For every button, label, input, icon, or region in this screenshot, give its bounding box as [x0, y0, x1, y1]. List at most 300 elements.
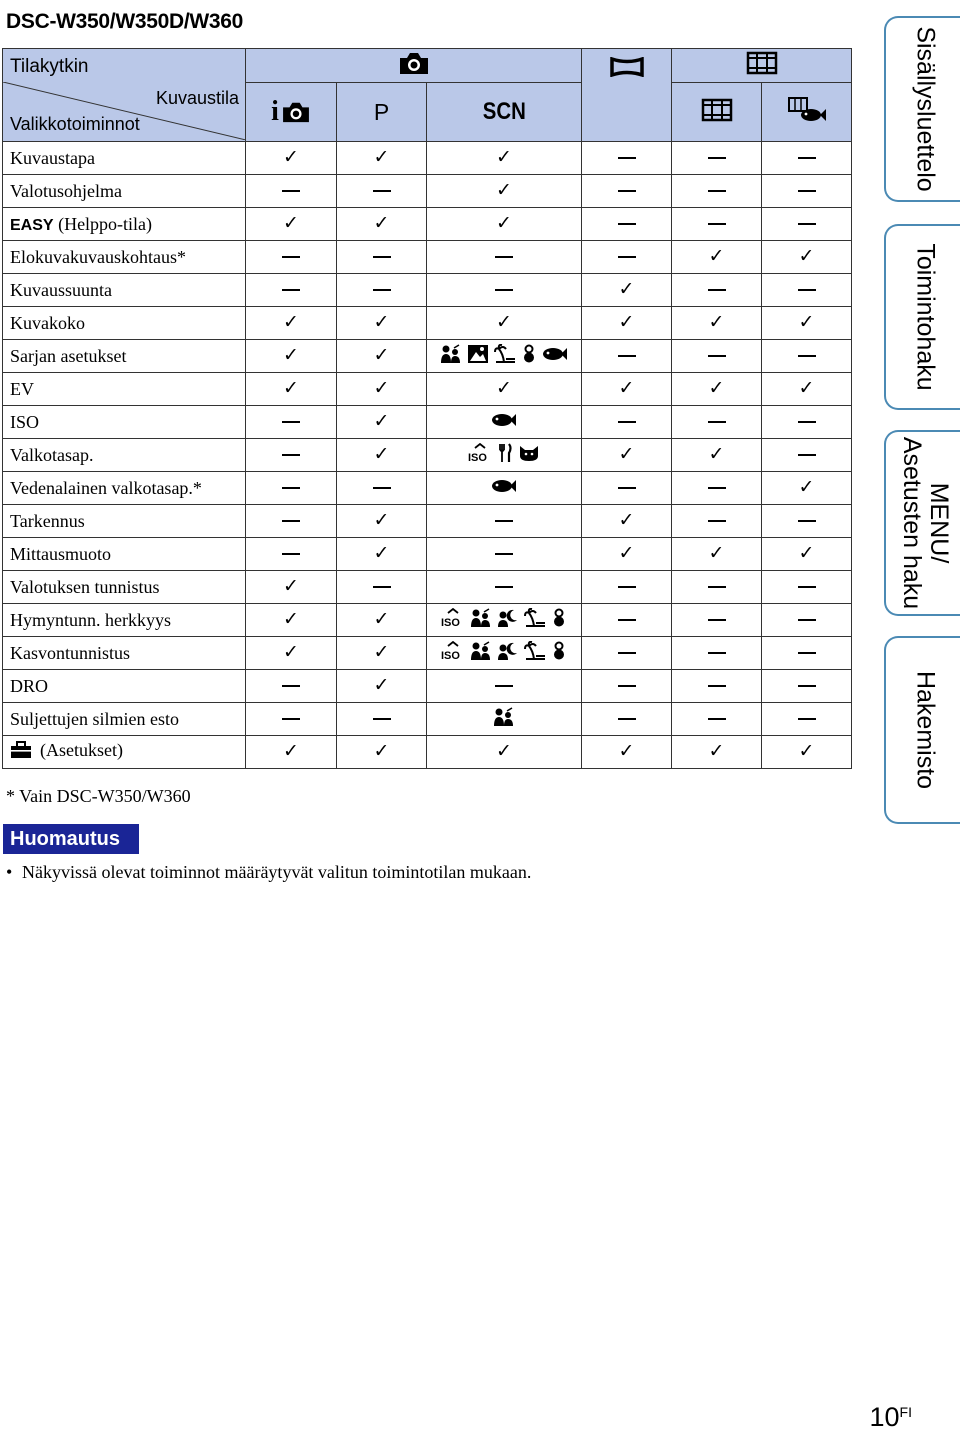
row-label-text: EV — [10, 378, 34, 399]
table-row — [3, 439, 852, 472]
dash-icon — [282, 553, 300, 555]
dash-cell — [246, 670, 337, 703]
toolbox-icon — [10, 741, 32, 764]
dash-cell — [337, 241, 427, 274]
dash-icon — [618, 685, 636, 687]
check-cell — [672, 538, 762, 571]
dash-icon — [798, 520, 816, 522]
dash-icon — [495, 520, 513, 522]
table-row — [3, 637, 852, 670]
dash-cell — [246, 274, 337, 307]
check-cell — [427, 307, 582, 340]
dash-icon — [798, 421, 816, 423]
dash-cell — [672, 637, 762, 670]
dash-cell — [582, 208, 672, 241]
tab-label: Toimintohaku — [911, 243, 940, 391]
check-icon: ✓ — [618, 542, 635, 564]
landscape-icon — [467, 344, 489, 364]
dash-cell — [337, 175, 427, 208]
check-cell — [582, 505, 672, 538]
row-label-text: ISO — [10, 411, 40, 432]
row-label — [3, 538, 246, 571]
intelligent-i-label: i — [271, 96, 279, 127]
check-icon: ✓ — [618, 311, 635, 333]
row-label-text: Suljettujen silmien esto — [10, 708, 179, 729]
check-icon: ✓ — [373, 377, 390, 399]
check-icon: ✓ — [798, 245, 815, 267]
dash-cell — [337, 703, 427, 736]
row-label — [3, 208, 246, 241]
row-label-text: Kuvakoko — [10, 312, 85, 333]
dash-icon — [495, 289, 513, 291]
check-icon: ✓ — [373, 641, 390, 663]
dash-icon — [495, 256, 513, 258]
dash-cell — [246, 439, 337, 472]
dash-cell — [672, 571, 762, 604]
dash-icon — [618, 223, 636, 225]
check-icon: ✓ — [373, 608, 390, 630]
check-icon: ✓ — [496, 212, 512, 234]
check-icon: ✓ — [798, 542, 815, 564]
check-cell — [246, 736, 337, 769]
check-cell — [672, 373, 762, 406]
svg-text:ISO: ISO — [441, 616, 460, 628]
portrait-icon — [440, 344, 462, 364]
tab-label-line1: MENU/ — [925, 482, 953, 564]
check-icon: ✓ — [708, 443, 725, 465]
snow-icon — [551, 608, 567, 628]
dash-icon — [373, 718, 391, 720]
check-cell — [427, 736, 582, 769]
dash-cell — [246, 538, 337, 571]
row-label-text: Valotusohjelma — [10, 180, 122, 201]
table-corner-header — [3, 49, 246, 142]
tab-menu-settings-search[interactable] — [884, 430, 960, 616]
dash-icon — [282, 520, 300, 522]
scene-icons-cell — [427, 439, 582, 472]
dash-icon — [373, 256, 391, 258]
scene-icons-cell — [427, 340, 582, 373]
check-cell — [337, 307, 427, 340]
check-icon: ✓ — [708, 245, 725, 267]
beach-icon — [524, 608, 546, 628]
beach-icon — [524, 641, 546, 661]
dash-icon — [618, 421, 636, 423]
bullet: • — [6, 862, 13, 882]
tab-label: Sisällysluettelo — [911, 26, 940, 192]
beach-icon — [494, 344, 516, 364]
check-icon: ✓ — [283, 575, 299, 597]
row-label — [3, 505, 246, 538]
check-cell — [762, 373, 852, 406]
table-row — [3, 703, 852, 736]
check-icon: ✓ — [496, 311, 512, 333]
table-row — [3, 142, 852, 175]
check-icon: ✓ — [496, 146, 512, 168]
check-cell — [337, 406, 427, 439]
row-label-text: Elokuvakuvauskohtaus* — [10, 246, 186, 267]
row-label-text: Valotuksen tunnistus — [10, 576, 160, 597]
dash-cell — [762, 175, 852, 208]
dash-icon — [798, 619, 816, 621]
pet-icon — [518, 444, 540, 462]
dash-icon — [708, 652, 726, 654]
high-sensitivity-icon — [441, 608, 465, 628]
tab-operation-search[interactable] — [884, 224, 960, 410]
dash-cell — [427, 571, 582, 604]
portrait-icon — [470, 641, 492, 661]
dash-icon — [282, 685, 300, 687]
gourmet-icon — [497, 443, 513, 463]
check-cell — [762, 736, 852, 769]
dash-cell — [672, 604, 762, 637]
dash-icon — [495, 685, 513, 687]
scene-header — [427, 83, 582, 142]
check-icon: ✓ — [618, 377, 635, 399]
check-icon: ✓ — [496, 377, 512, 399]
check-icon: ✓ — [618, 509, 635, 531]
check-icon: ✓ — [708, 377, 725, 399]
check-cell — [246, 340, 337, 373]
check-cell — [582, 736, 672, 769]
dash-cell — [762, 274, 852, 307]
scene-icons-cell — [427, 703, 582, 736]
dash-cell — [427, 274, 582, 307]
check-icon: ✓ — [283, 740, 299, 762]
dash-icon — [618, 586, 636, 588]
dash-cell — [582, 472, 672, 505]
note-text: Näkyvissä olevat toiminnot määräytyvät valitun toimintotilan mukaan. — [22, 862, 532, 882]
camera-icon — [398, 50, 430, 76]
row-label — [3, 241, 246, 274]
dash-cell — [672, 142, 762, 175]
tab-label-line2: Asetusten haku — [898, 436, 926, 610]
check-icon: ✓ — [373, 674, 390, 696]
page-number-value: 10 — [869, 1402, 900, 1432]
dash-cell — [582, 670, 672, 703]
dash-icon — [798, 685, 816, 687]
dash-cell — [762, 340, 852, 373]
check-cell — [337, 670, 427, 703]
scene-icons-cell — [427, 472, 582, 505]
check-icon: ✓ — [373, 740, 390, 762]
check-cell — [427, 208, 582, 241]
check-cell — [337, 208, 427, 241]
dash-cell — [672, 703, 762, 736]
check-cell — [582, 439, 672, 472]
check-icon: ✓ — [283, 344, 299, 366]
dash-icon — [373, 487, 391, 489]
dash-icon — [282, 487, 300, 489]
check-icon: ✓ — [496, 740, 512, 762]
dash-cell — [582, 637, 672, 670]
dash-cell — [672, 175, 762, 208]
check-icon: ✓ — [496, 179, 512, 201]
scene-icons-cell — [427, 604, 582, 637]
dash-cell — [246, 241, 337, 274]
dash-cell — [582, 703, 672, 736]
mode-switch-label: Tilakytkin — [10, 56, 89, 77]
dash-icon — [618, 190, 636, 192]
check-cell — [762, 472, 852, 505]
dash-icon — [618, 355, 636, 357]
row-label-text: Kuvaustapa — [10, 147, 95, 168]
dash-icon — [708, 421, 726, 423]
check-icon: ✓ — [373, 443, 390, 465]
row-label — [3, 340, 246, 373]
check-cell — [427, 175, 582, 208]
dash-cell — [762, 571, 852, 604]
sweep-panorama-icon — [610, 57, 644, 77]
scene-icons-cell — [427, 637, 582, 670]
dash-cell — [427, 538, 582, 571]
dash-cell — [337, 571, 427, 604]
tab-label — [898, 437, 952, 609]
dash-cell — [246, 175, 337, 208]
row-label-text: Tarkennus — [10, 510, 85, 531]
dash-icon — [282, 421, 300, 423]
dash-icon — [798, 289, 816, 291]
check-icon: ✓ — [283, 608, 299, 630]
check-icon: ✓ — [798, 377, 815, 399]
dash-icon — [798, 718, 816, 720]
row-label — [3, 175, 246, 208]
note-item — [6, 862, 531, 883]
check-cell — [337, 439, 427, 472]
check-cell — [337, 373, 427, 406]
dash-cell — [762, 703, 852, 736]
check-cell — [672, 736, 762, 769]
check-icon: ✓ — [373, 311, 390, 333]
dash-icon — [618, 718, 636, 720]
dash-cell — [582, 604, 672, 637]
dash-icon — [618, 619, 636, 621]
check-cell — [672, 307, 762, 340]
dash-icon — [373, 586, 391, 588]
dash-icon — [282, 454, 300, 456]
twilight-portrait-icon — [497, 641, 519, 661]
dash-icon — [618, 487, 636, 489]
dash-icon — [798, 454, 816, 456]
dash-cell — [672, 208, 762, 241]
dash-cell — [672, 406, 762, 439]
check-icon: ✓ — [798, 476, 815, 498]
program-auto-header: P — [337, 83, 427, 142]
row-label-text: Valkotasap. — [10, 444, 94, 465]
dash-cell — [672, 340, 762, 373]
dash-icon — [495, 553, 513, 555]
dash-cell — [246, 406, 337, 439]
dash-cell — [762, 637, 852, 670]
check-cell — [337, 538, 427, 571]
dash-cell — [582, 241, 672, 274]
table-row — [3, 538, 852, 571]
dash-cell — [762, 406, 852, 439]
dash-cell — [246, 505, 337, 538]
table-row — [3, 175, 852, 208]
row-label — [3, 274, 246, 307]
check-cell — [337, 637, 427, 670]
check-cell — [762, 307, 852, 340]
row-label-text: Vedenalainen valkotasap.* — [10, 477, 202, 498]
dash-cell — [672, 472, 762, 505]
check-icon: ✓ — [708, 311, 725, 333]
dash-cell — [762, 142, 852, 175]
dash-cell — [672, 670, 762, 703]
row-label-text: (Asetukset) — [40, 740, 123, 760]
underwater-movie-header — [762, 83, 852, 142]
movie-icon — [701, 97, 733, 123]
check-cell — [582, 538, 672, 571]
dash-cell — [582, 571, 672, 604]
check-icon: ✓ — [373, 542, 390, 564]
dash-icon — [282, 256, 300, 258]
row-label — [3, 406, 246, 439]
check-icon: ✓ — [283, 212, 299, 234]
page-title: DSC-W350/W350D/W360 — [6, 10, 244, 33]
dash-icon — [708, 487, 726, 489]
dash-icon — [708, 685, 726, 687]
shooting-mode-label: Kuvaustila — [155, 88, 239, 108]
check-cell — [762, 538, 852, 571]
row-label — [3, 307, 246, 340]
twilight-portrait-icon — [497, 608, 519, 628]
snow-icon — [521, 344, 537, 364]
dash-cell — [582, 340, 672, 373]
check-cell — [582, 373, 672, 406]
table-row — [3, 670, 852, 703]
check-icon: ✓ — [798, 311, 815, 333]
check-cell — [337, 505, 427, 538]
check-icon: ✓ — [373, 509, 390, 531]
dash-icon — [373, 190, 391, 192]
page-number — [870, 1402, 913, 1433]
table-row — [3, 340, 852, 373]
high-sensitivity-icon — [468, 443, 492, 463]
check-cell — [246, 571, 337, 604]
row-label — [3, 373, 246, 406]
table-row — [3, 736, 852, 769]
dash-icon — [282, 718, 300, 720]
row-label-text: Kasvontunnistus — [10, 642, 131, 663]
row-label-text: Hymyntunn. herkkyys — [10, 609, 171, 630]
dash-icon — [798, 190, 816, 192]
high-sensitivity-icon — [441, 641, 465, 661]
dash-cell — [427, 670, 582, 703]
still-camera-header — [246, 49, 582, 83]
row-label — [3, 472, 246, 505]
dash-icon — [282, 190, 300, 192]
row-label — [3, 604, 246, 637]
svg-text:ISO: ISO — [441, 649, 460, 661]
check-cell — [672, 439, 762, 472]
dash-icon — [708, 718, 726, 720]
dash-cell — [337, 472, 427, 505]
scene-label: SCN — [482, 98, 526, 125]
check-icon: ✓ — [373, 212, 390, 234]
check-cell — [246, 604, 337, 637]
dash-icon — [798, 223, 816, 225]
dash-cell — [427, 505, 582, 538]
dash-cell — [762, 439, 852, 472]
tab-table-of-contents[interactable] — [884, 16, 960, 202]
underwater-icon — [542, 346, 568, 362]
table-row — [3, 241, 852, 274]
dash-cell — [762, 604, 852, 637]
table-row — [3, 571, 852, 604]
dash-cell — [762, 505, 852, 538]
easy-mode-label: EASY — [10, 216, 54, 234]
check-icon: ✓ — [283, 146, 299, 168]
intelligent-auto-header — [246, 83, 337, 142]
menu-items-label: Valikkotoiminnot — [10, 114, 140, 134]
dash-icon — [708, 223, 726, 225]
row-label — [3, 670, 246, 703]
check-icon: ✓ — [283, 377, 299, 399]
tab-index[interactable] — [884, 636, 960, 824]
dash-cell — [762, 208, 852, 241]
portrait-icon — [470, 608, 492, 628]
svg-text:ISO: ISO — [468, 451, 487, 463]
row-label-text: Sarjan asetukset — [10, 345, 127, 366]
check-cell — [337, 340, 427, 373]
row-label-text: (Helppo-tila) — [58, 213, 153, 234]
snow-icon — [551, 641, 567, 661]
check-cell — [427, 373, 582, 406]
row-label — [3, 571, 246, 604]
dash-cell — [582, 406, 672, 439]
camera-icon — [281, 100, 311, 124]
table-row — [3, 604, 852, 637]
check-cell — [582, 274, 672, 307]
check-icon: ✓ — [798, 740, 815, 762]
dash-cell — [582, 142, 672, 175]
check-cell — [762, 241, 852, 274]
row-label-text: Kuvaussuunta — [10, 279, 112, 300]
dash-icon — [618, 652, 636, 654]
dash-icon — [708, 619, 726, 621]
scene-icons-cell — [427, 406, 582, 439]
dash-icon — [708, 190, 726, 192]
dash-cell — [427, 241, 582, 274]
dash-icon — [798, 586, 816, 588]
movie-header — [672, 49, 852, 83]
portrait-icon — [493, 707, 515, 727]
check-icon: ✓ — [708, 542, 725, 564]
check-cell — [337, 604, 427, 637]
table-row — [3, 307, 852, 340]
tab-label: Hakemisto — [911, 670, 940, 790]
check-icon: ✓ — [373, 344, 390, 366]
dash-icon — [618, 256, 636, 258]
check-cell — [246, 373, 337, 406]
table-row — [3, 406, 852, 439]
row-label — [3, 637, 246, 670]
table-row — [3, 208, 852, 241]
check-icon: ✓ — [283, 641, 299, 663]
dash-cell — [246, 472, 337, 505]
table-row — [3, 373, 852, 406]
movie-icon — [746, 50, 778, 76]
table-row — [3, 274, 852, 307]
check-icon: ✓ — [283, 311, 299, 333]
check-cell — [246, 208, 337, 241]
check-cell — [672, 241, 762, 274]
page-language: FI — [899, 1404, 912, 1420]
check-cell — [337, 736, 427, 769]
check-cell — [337, 142, 427, 175]
row-label — [3, 142, 246, 175]
